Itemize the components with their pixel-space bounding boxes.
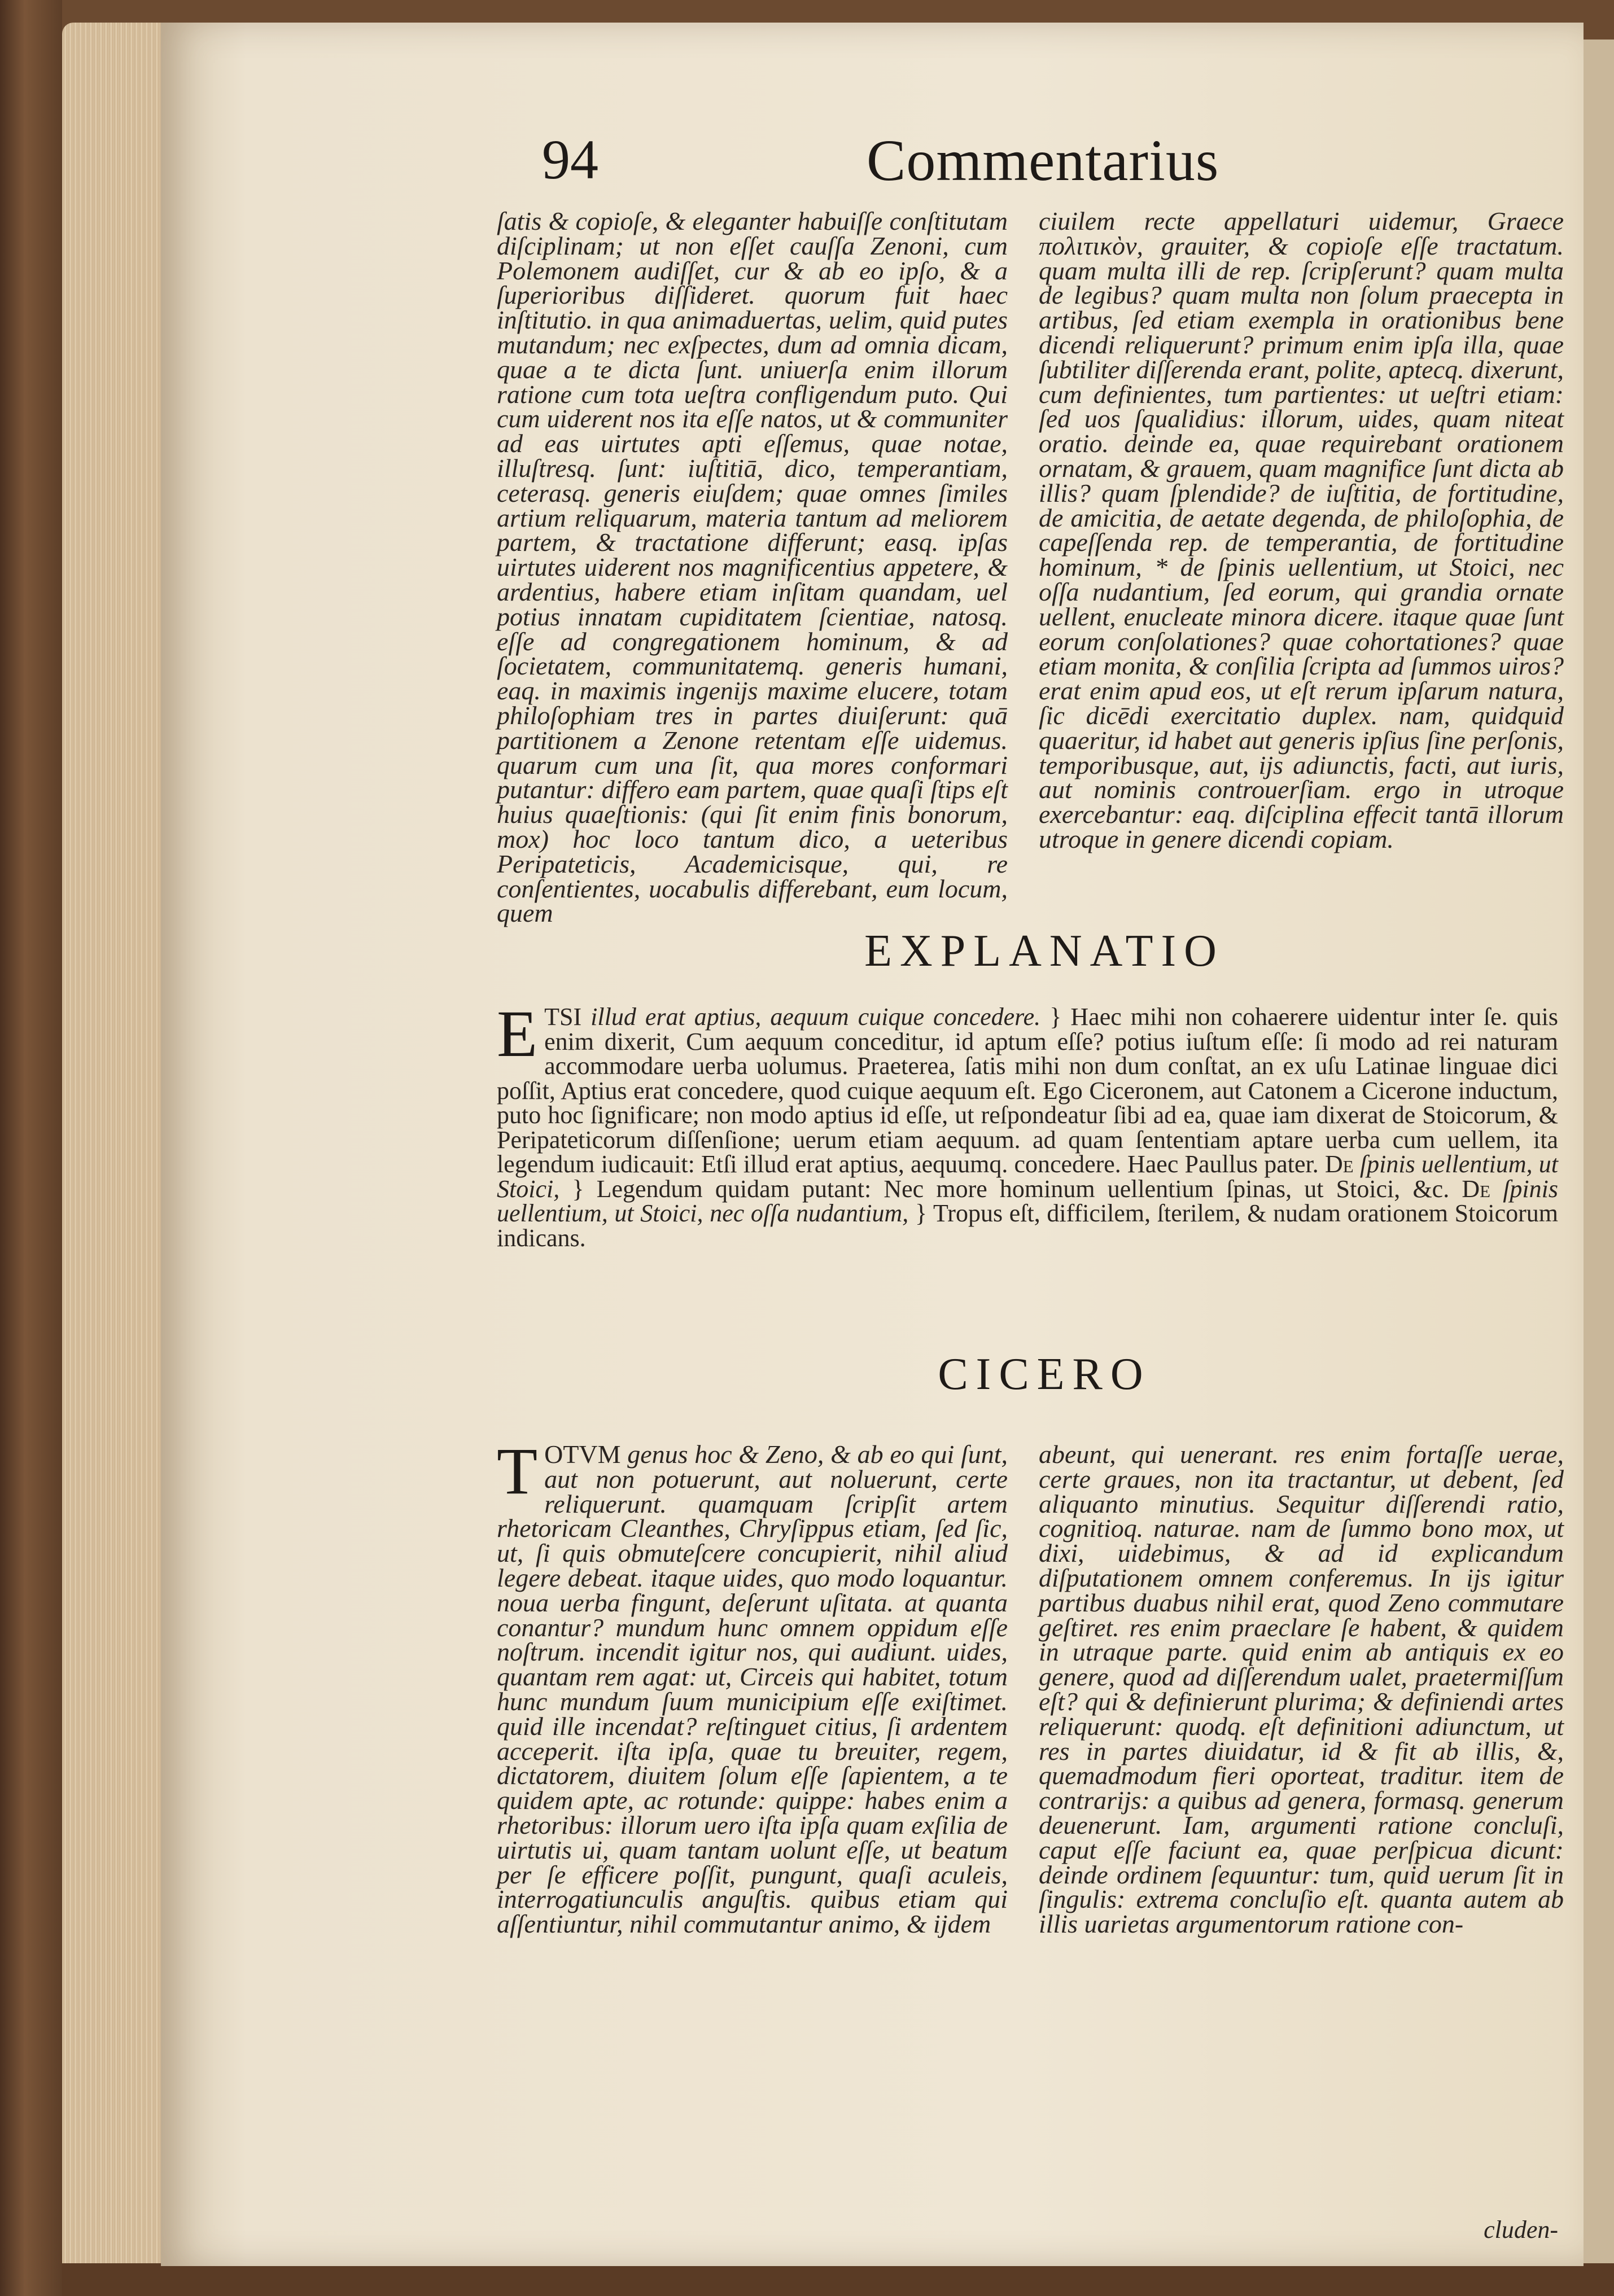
- explanatio-text: [497, 997, 1559, 1298]
- page-number: 94: [542, 128, 598, 191]
- lemma-two: ſpinis uellentium, ut Stoici,: [497, 1150, 1559, 1203]
- cicero-heading: CICERO: [938, 1349, 1151, 1399]
- facing-page-edge: [1584, 40, 1614, 2263]
- running-title: Commentarius: [867, 128, 1219, 193]
- page-stack-edge: [62, 23, 161, 2275]
- de-marker-one: De: [1324, 1150, 1354, 1178]
- explanatio-heading: EXPLANATIO: [864, 926, 1224, 976]
- top-left-column: ſatis & copioſe, & eleganter habuiſſe conſtitutam diſciplinam; ut non eſſet cauſſa Zenoni, cum Polemonem audiſſet, cur & ab eo ipſo, & a ſuperioribus diſſideret. quorum fuit haec inſtitutio. in qua animaduertas, uelim, quid putes mutandum; nec exſpectes, dum ad omnia dicam, quae a te dicta ſunt. uniuerſa enim illorum ratione cum tota ueſtra confligendum puto. Qui cum uiderent nos ita eſſe natos, ut & communiter ad eas uirtutes apti eſſemus, quae notae, illuſtresq. ſunt: iuſtitiā, dico, temperantiam, ceterasq. generis eiuſdem; quae omnes ſimiles artium reliquarum, materia tantum ad meliorem partem, & tractatione differunt; easq. ipſas uirtutes uiderent nos magnificentius appetere, & ardentius, habere etiam inſitam quandam, uel potius innatam cupiditatem ſcientiae, natosq. eſſe ad congregationem hominum, & ad ſocietatem, communitatemq. generis humani, eaq. in maximis ingenijs maxime elucere, totam philoſophiam tres in partes diuiſerunt: quā partitionem a Zenone retentam eſſe uidemus. quarum cum una ſit, qua mores conformari putantur: differo eam partem, quae quaſi ſtips eſt huius quaeſtionis: (qui ſit enim finis bonorum, mox) hoc loco tantum dico, a ueteribus Peripateticis, Academicisque, qui, re conſentientes, uocabulis differebant, eum locum, quem: [497, 207, 1008, 928]
- top-right-column: ciuilem recte appellaturi uidemur, Graece πολιτικὸν, grauiter, & copioſe eſſe tractatum. quam multa illi de rep. ſcripſerunt? quam multa de legibus? quam multa non ſolum praecepta in artibus, ſed etiam exempla in orationibus bene dicendi reliquerunt? primum enim ipſa illa, quae ſubtiliter diſſerenda erant, polite, aptecq. dixerunt, cum definientes, tum partientes: ut ueſtri etiam: ſed uos ſqualidius: illorum, uides, quam niteat oratio. deinde ea, quae requirebant orationem ornatam, & grauem, quam magnifice ſunt dicta ab illis? quam ſplendide? de iuſtitia, de fortitudine, de amicitia, de aetate degenda, de philoſophia, de capeſſenda rep. de temperantia, de fortitudine hominum, * de ſpinis uellentium, ut Stoici, nec oſſa nudantium, ſed eorum, qui grandia ornate uellent, enucleate minora dicere. itaque quae ſunt eorum conſolationes? quae cohortationes? quae etiam monita, & conſilia ſcripta ad ſummos uiros? erat enim apud eos, ut eſt rerum ipſarum natura, ſic dicēdi exercitatio duplex. nam, quidquid quaeritur, id habet aut generis ipſius ſine perſonis, temporibusque, aut, ijs adiunctis, facti, aut iuris, aut nominis controuerſiam. ergo in utroque exercebantur: eaq. diſciplina effecit tantā illorum utroque in genere dicendi copiam.: [1039, 207, 1564, 853]
- bottom-right-column: abeunt, qui uenerant. res enim fortaſſe uerae, certe graues, non ita tractantur, ut debent, ſed aliquanto minutius. Sequitur diſſerendi ratio, cognitioq. naturae. nam de ſummo bono mox, ut dixi, uidebimus, & ad id explicandum diſputationem omnem conferemus. In ijs igitur partibus duabus nihil erat, quod Zeno commutare geſtiret. res enim praeclare ſe habent, & quidem in utraque parte. quid enim ab antiquis ex eo genere, quod ad diſſerendum ualet, praetermiſſum eſt? qui & definierunt plurima; & definiendi artes reliquerunt: quodq. eſt definitioni adiunctum, ut res in partes diuidatur, id & fit ab illis, &, quemadmodum fieri oporteat, traditur. item de contrarijs: a quibus ad genera, formasq. generum deuenerunt. Iam, argumenti ratione concluſi, caput eſſe faciunt ea, quae perſpicua dicunt: deinde ordinem ſequuntur: tum, quid uerum ſit in ſingulis: extrema concluſio eſt. quanta autem ab illis uarietas argumentorum ratione con-: [1039, 1440, 1564, 1939]
- cicero-lead: OTVM: [544, 1440, 621, 1469]
- book-spine: [0, 0, 62, 2296]
- explanatio-note-one: } Haec mihi non cohaerere uidentur inter ſe. quis enim dixerit, Cum aequum conceditur, id aptum eſſe? potius iuſtum eſſe: ſi modo ad rei naturam accommodare uerba uolumus. Praeterea, ſatis mihi non dum conſtat, an ex uſu Latinae linguae dici poſſit, Aptius erat concedere, quod cuique aequum eſt. Ego Ciceronem, aut Catonem a Cicerone inductum, puto hoc ſignificare; non modo aptius id eſſe, ut reſpondeatur ſibi ad ea, quae iam dixerat de Stoicorum, & Peripateticorum diſſenſione; uerum etiam aequum. ad quam ſententiam aptare uerba cum uellem, ita legendum iudicauit: Etſi illud erat aptius, aequumq. concedere. Haec Paullus pater.: [497, 1003, 1559, 1178]
- catchword: cluden-: [1484, 2216, 1558, 2244]
- de-marker-two: De: [1462, 1175, 1491, 1203]
- drop-cap-t: T: [497, 1434, 538, 1508]
- explanatio-lead: TSI: [544, 1003, 582, 1031]
- bottom-left-text: genus hoc & Zeno, & ab eo qui ſunt, aut non potuerunt, aut noluerunt, certe reliquerunt. quamquam ſcripſit artem rhetoricam Cleanthes, Chryſippus etiam, ſed ſic, ut, ſi quis obmuteſcere concupierit, nihil aliud legere debeat. itaque uides, quo modo loquantur. noua uerba fingunt, deſerunt uſitata. at quanta conantur? mundum hunc omnem oppidum eſſe noſtrum. incendit igitur nos, qui audiunt. uides, quantam rem agat: ut, Circeis qui habitet, totum hunc mundum ſuum municipium eſſe exiſtimet. quid ille incendat? reſtinguet citius, ſi ardentem acceperit. iſta ipſa, quae tu breuiter, regem, dictatorem, diuitem ſolum eſſe ſapientem, a te quidem apte, ac rotunde: quippe: habes enim a rhetoribus: illorum uero iſta ipſa quam exſilia de uirtutis ui, quam tantam uolunt eſſe, ut beatum per ſe efficere poſſit, pungunt, quaſi aculeis, interrogatiunculis anguſtis. quibus etiam qui aſſentiuntur, nihil commutantur animo, & ijdem: [497, 1440, 1008, 1939]
- book-bottom-edge: [62, 2263, 1614, 2296]
- explanatio-note-two: } Legendum quidam putant: Nec more hominum uellentium ſpinas, ut Stoici, &c.: [572, 1175, 1450, 1203]
- lemma-one: illud erat aptius, aequum cuique concedere.: [591, 1003, 1041, 1031]
- explanatio-note-three: } Tropus eſt, difficilem, ſterilem, & nudam orationem Stoicorum indicans.: [497, 1199, 1559, 1252]
- page-header: [542, 121, 1248, 195]
- lemma-three: ſpinis uellentium, ut Stoici, nec oſſa nudantium,: [497, 1175, 1558, 1227]
- drop-cap-e: E: [497, 997, 538, 1071]
- bottom-left-column: [497, 1434, 1008, 2204]
